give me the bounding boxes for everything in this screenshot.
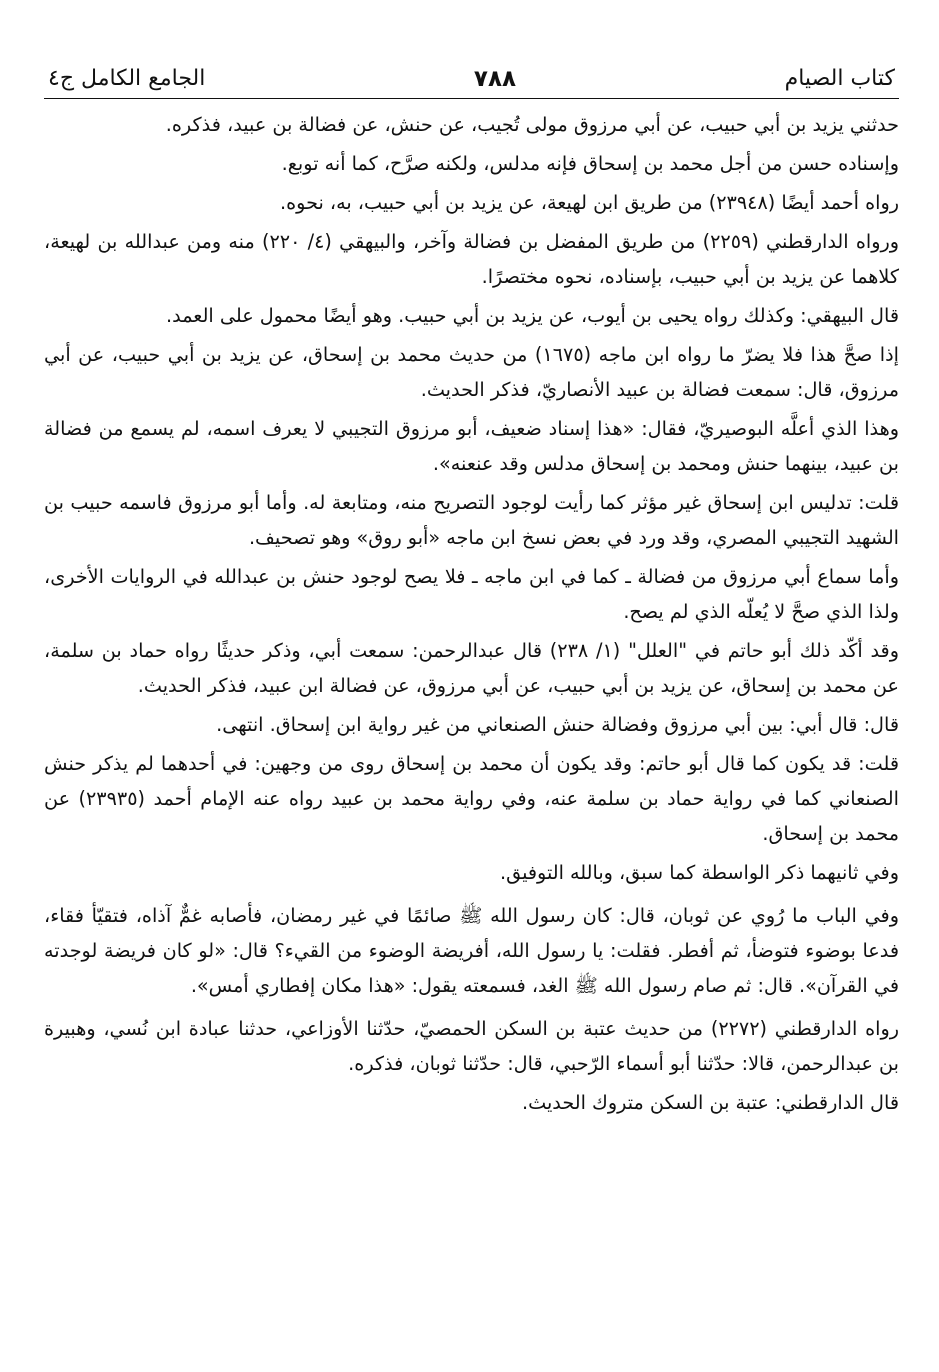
chapter-title: كتاب الصيام: [784, 66, 895, 91]
book-title: الجامع الكامل ج٤: [48, 66, 206, 91]
paragraph: إذا صحَّ هذا فلا يضرّ ما رواه ابن ماجه (١٦٧٥) من حديث محمد بن إسحاق، عن يزيد بن أبي حبيب، عن أبي مرزوق، قال: سمعت فضالة بن عبيد الأنصاريّ، فذكر الحديث.: [44, 343, 899, 401]
paragraph: وقد أكّد ذلك أبو حاتم في "العلل" (١/ ٢٣٨) قال عبدالرحمن: سمعت أبي، وذكر حديثًا رواه حماد بن سلمة، عن محمد بن إسحاق، عن يزيد بن أبي حبيب، عن أبي مرزوق، عن فضالة ابن عبيد، فذكر الحديث.: [44, 639, 899, 697]
paragraph: رواه أحمد أيضًا (٢٣٩٤٨) من طريق ابن لهيعة، عن يزيد بن أبي حبيب، به، نحوه.: [280, 191, 899, 214]
paragraph: قلت: قد يكون كما قال أبو حاتم: وقد يكون أن محمد بن إسحاق روى من وجهين: في أحدهما لم يذكر حنش الصنعاني كما في رواية حماد بن سلمة عنه، وفي رواية محمد بن عبيد رواه عنه الإمام أحمد (٢٣٩٣٥) عن محمد بن إسحاق.: [44, 752, 899, 845]
paragraph: وإسناده حسن من أجل محمد بن إسحاق فإنه مدلس، ولكنه صرَّح، كما أنه توبع.: [281, 152, 899, 175]
paragraph: قال: قال أبي: بين أبي مرزوق وفضالة حنش الصنعاني من غير رواية ابن إسحاق. انتهى.: [216, 713, 899, 736]
paragraph: رواه الدارقطني (٢٢٧٢) من حديث عتبة بن السكن الحمصيّ، حدّثنا الأوزاعي، حدثنا عبادة ابن نُسي، وهبيرة بن عبدالرحمن، قالا: حدّثنا أبو أسماء الرّحبي، قال: حدّثنا ثوبان، فذكره.: [44, 1017, 899, 1075]
paragraph: وأما سماع أبي مرزوق من فضالة ـ كما في ابن ماجه ـ فلا يصح لوجود حنش بن عبدالله في الروايات الأخرى، ولذا الذي صحَّ لا يُعلّه الذي لم يصح.: [44, 565, 899, 623]
paragraph: قال الدارقطني: عتبة بن السكن متروك الحديث.: [522, 1091, 899, 1114]
paragraph: قال البيهقي: وكذلك رواه يحيى بن أيوب، عن يزيد بن أبي حبيب. وهو أيضًا محمول على العمد.: [166, 304, 899, 327]
page-header: [44, 56, 899, 99]
paragraph: وفي الباب ما رُوي عن ثوبان، قال: كان رسول الله ﷺ صائمًا في غير رمضان، فأصابه غمٌّ آذاه، فتقيّأ فقاء، فدعا بوضوء فتوضأ، ثم أفطر. فقلت: يا رسول الله، أفريضة الوضوء من القيء؟ قال: «لو كان فريضة لوجدته في القرآن». قال: ثم صام رسول الله ﷺ الغد، فسمعته يقول: «هذا مكان إفطاري أمس».: [44, 904, 899, 997]
paragraph: ورواه الدارقطني (٢٢٥٩) من طريق المفضل بن فضالة وآخر، والبيهقي (٤/ ٢٢٠) منه ومن عبدالله بن لهيعة، كلاهما عن يزيد بن أبي حبيب، بإسناده، نحوه مختصرًا.: [44, 230, 899, 288]
paragraph: وهذا الذي أعلَّه البوصيريّ، فقال: «هذا إسناد ضعيف، أبو مرزوق التجيبي لا يعرف اسمه، لم يسمع من فضالة بن عبيد، بينهما حنش ومحمد بن إسحاق مدلس وقد عنعنه».: [44, 417, 899, 475]
paragraph: حدثني يزيد بن أبي حبيب، عن أبي مرزوق مولى تُجيب، عن حنش، عن فضالة بن عبيد، فذكره.: [165, 113, 899, 136]
paragraph: قلت: تدليس ابن إسحاق غير مؤثر كما رأيت لوجود التصريح منه، ومتابعة له. وأما أبو مرزوق فاسمه حبيب بن الشهيد التجيبي المصري، وقد ورد في بعض نسخ ابن ماجه «أبو روق» وهو تصحيف.: [44, 491, 899, 549]
paragraph: وفي ثانيهما ذكر الواسطة كما سبق، وبالله التوفيق.: [499, 861, 899, 884]
page-body: [44, 107, 899, 1120]
page-number: ٧٨٨: [473, 66, 517, 92]
